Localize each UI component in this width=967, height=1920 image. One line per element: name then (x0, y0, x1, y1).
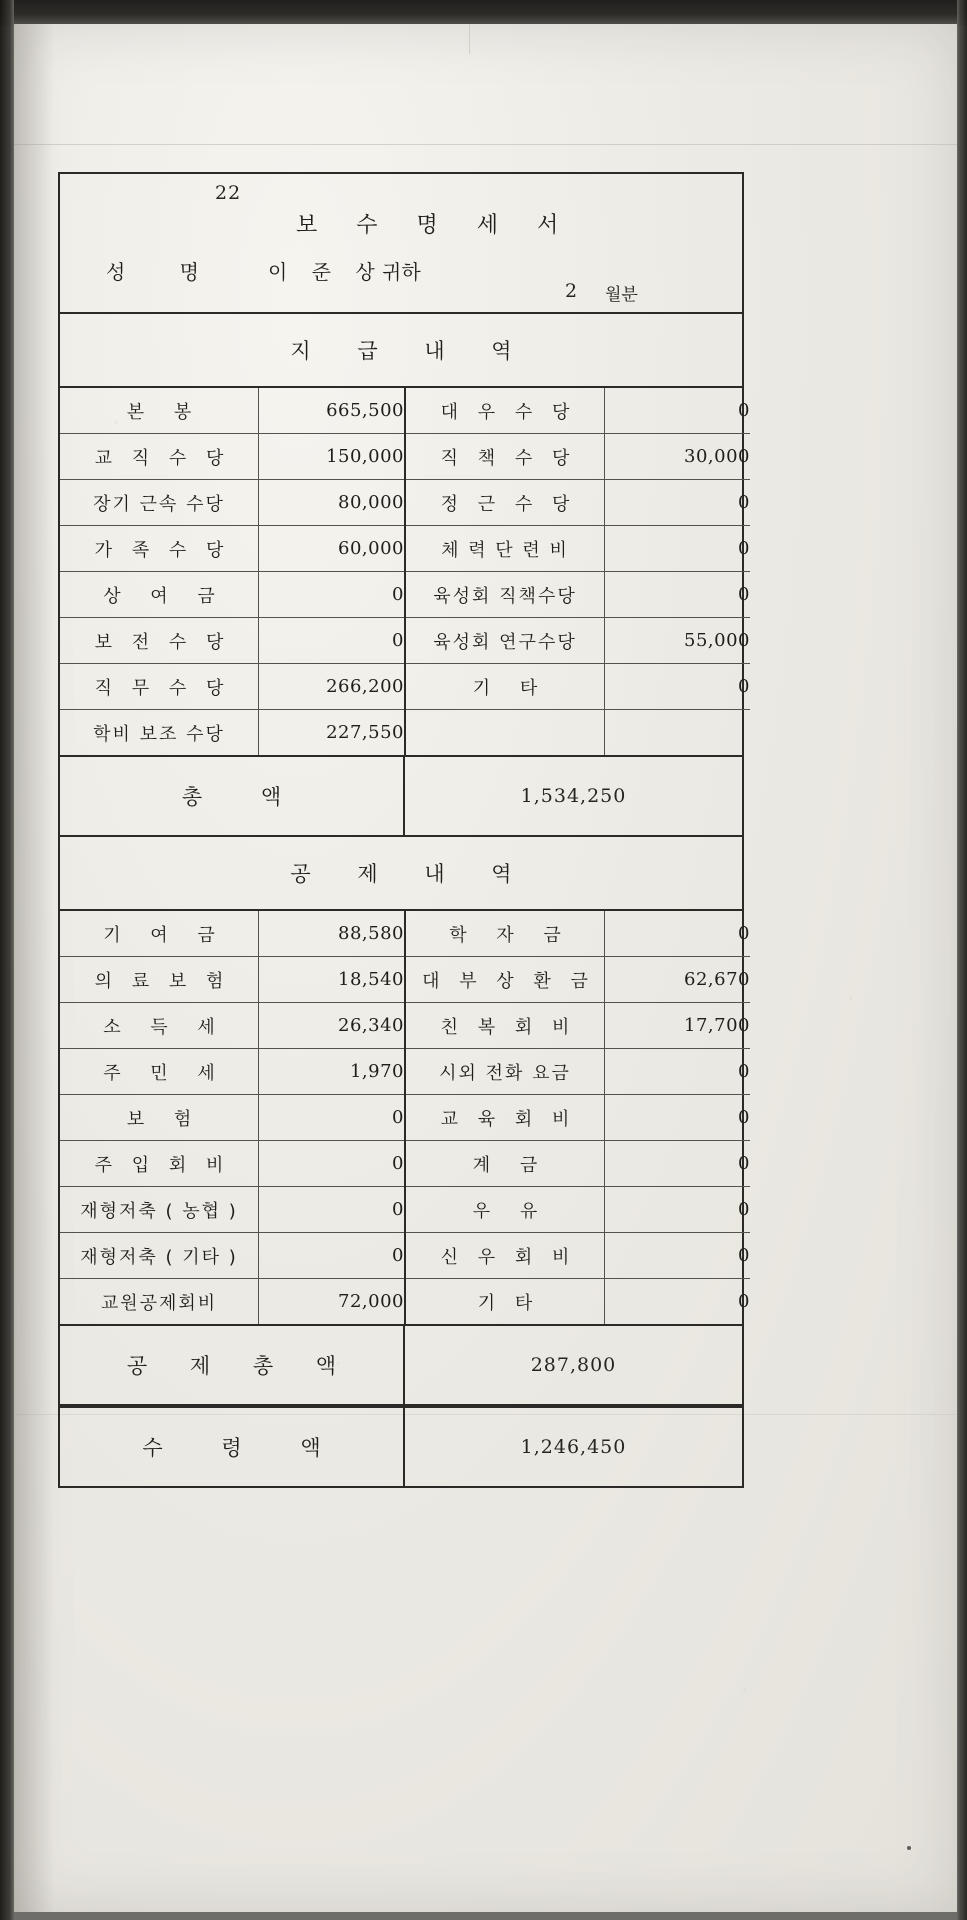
scan-edge-top (0, 0, 967, 26)
table-row (60, 526, 750, 572)
deduction-right-amount-1: 62,670 (605, 957, 751, 1003)
deduction-left-amount-6: 0 (259, 1187, 406, 1233)
payment-left-amount-0: 665,500 (259, 388, 406, 434)
table-row (60, 911, 750, 957)
table-row (60, 572, 750, 618)
deduction-left-label-2: 소 득 세 (60, 1003, 259, 1049)
deduction-right-amount-8: 0 (738, 1291, 750, 1312)
payment-right-amount-2: 0 (605, 480, 751, 526)
deduction-left-amount-0: 88,580 (259, 911, 406, 957)
payment-right-amount-1: 30,000 (605, 434, 751, 480)
table-row (60, 1233, 750, 1279)
payment-total-label: 총 액 (60, 757, 405, 835)
page-speck (907, 1846, 911, 1850)
month-label: 월분 (605, 285, 638, 305)
deduction-left-amount-5: 0 (259, 1141, 406, 1187)
deduction-right-label-0: 학 자 금 (405, 911, 605, 957)
deduction-right-amount-3: 0 (605, 1049, 751, 1095)
payment-right-label-1: 직 책 수 당 (405, 434, 605, 480)
deduction-left-label-7: 재형저축 ( 기타 ) (60, 1233, 259, 1279)
deduction-left-amount-4: 0 (259, 1095, 406, 1141)
form-header (60, 174, 742, 314)
payment-right-label-6: 기 타 (405, 664, 605, 710)
payment-left-amount-1: 150,000 (259, 434, 406, 480)
deduction-right-label-2: 친 복 회 비 (405, 1003, 605, 1049)
table-row (60, 1141, 750, 1187)
table-row (60, 480, 750, 526)
payment-left-label-3: 가 족 수 당 (60, 526, 259, 572)
payment-left-label-2: 장기 근속 수당 (60, 480, 259, 526)
deduction-right-amount-0: 0 (605, 911, 751, 957)
deduction-right-amount-2: 17,700 (605, 1003, 751, 1049)
payment-total-value: 1,534,250 (520, 785, 627, 807)
deduction-right-label-3: 시외 전화 요금 (405, 1049, 605, 1095)
deduction-table (60, 911, 750, 1324)
deduction-left-amount-8: 72,000 (259, 1279, 406, 1325)
deduction-left-label-4: 보 험 (60, 1095, 259, 1141)
payment-right-label-5: 육성회 연구수당 (405, 618, 605, 664)
deduction-section-heading: 공 제 내 역 (60, 837, 742, 911)
payment-total-row (60, 755, 742, 837)
deduction-right-label-7: 신 우 회 비 (405, 1233, 605, 1279)
deduction-right-label-1: 대 부 상 환 금 (405, 957, 605, 1003)
deduction-right-label-5: 계 금 (405, 1141, 605, 1187)
payment-right-label-4: 육성회 직책수당 (405, 572, 605, 618)
net-pay-value: 1,246,450 (520, 1436, 627, 1458)
deduction-right-label-8: 기 타 (405, 1279, 605, 1325)
table-row (60, 388, 750, 434)
table-row (60, 1003, 750, 1049)
payment-right-amount-0: 0 (605, 388, 751, 434)
payment-left-amount-5: 0 (259, 618, 406, 664)
deduction-right-label-4: 교 육 회 비 (405, 1095, 605, 1141)
deduction-right-amount-4: 0 (605, 1095, 751, 1141)
payment-table (60, 388, 750, 755)
table-row (60, 1279, 750, 1325)
deduction-left-amount-7: 0 (259, 1233, 406, 1279)
deduction-left-label-6: 재형저축 ( 농협 ) (60, 1187, 259, 1233)
deduction-right-amount-7: 0 (605, 1233, 751, 1279)
deduction-left-label-1: 의 료 보 험 (60, 957, 259, 1003)
table-row (60, 710, 750, 756)
payment-section-heading: 지 급 내 역 (60, 314, 742, 388)
table-row (60, 434, 750, 480)
document-page (14, 24, 957, 1912)
payment-left-amount-6: 266,200 (259, 664, 406, 710)
deduction-total-row (60, 1324, 742, 1406)
payment-right-amount-5: 55,000 (605, 618, 751, 664)
document-number: 22 (215, 182, 242, 204)
name-honorific: 귀하 (382, 260, 421, 284)
deduction-left-amount-3: 1,970 (259, 1049, 406, 1095)
payment-left-label-4: 상 여 금 (60, 572, 259, 618)
net-pay-row (60, 1406, 742, 1486)
payment-right-amount-4: 0 (605, 572, 751, 618)
deduction-left-label-0: 기 여 금 (60, 911, 259, 957)
payment-left-label-0: 본 봉 (60, 388, 259, 434)
payment-left-amount-3: 60,000 (259, 526, 406, 572)
payment-right-label-7 (405, 710, 605, 756)
payment-left-label-5: 보 전 수 당 (60, 618, 259, 664)
month-number: 2 (565, 280, 578, 302)
table-row (60, 618, 750, 664)
payment-right-amount-3: 0 (605, 526, 751, 572)
payment-left-amount-2: 80,000 (259, 480, 406, 526)
table-row (60, 1095, 750, 1141)
deduction-left-amount-1: 18,540 (259, 957, 406, 1003)
payroll-statement-form (58, 172, 750, 1488)
table-row (60, 1187, 750, 1233)
payment-left-label-6: 직 무 수 당 (60, 664, 259, 710)
employee-name: 이 준 상 (268, 260, 384, 284)
payment-left-amount-7: 227,550 (259, 710, 406, 756)
scan-edge-left (0, 0, 14, 1920)
table-row (60, 1049, 750, 1095)
page-title: 보 수 명 세 서 (296, 213, 575, 238)
deduction-left-label-8: 교원공제회비 (60, 1279, 259, 1325)
deduction-right-amount-6: 0 (605, 1187, 751, 1233)
payment-right-label-2: 정 근 수 당 (405, 480, 605, 526)
payment-left-amount-4: 0 (259, 572, 406, 618)
payment-right-amount-7 (605, 710, 751, 756)
deduction-right-amount-5: 0 (605, 1141, 751, 1187)
table-row (60, 664, 750, 710)
deduction-right-label-6: 우 유 (405, 1187, 605, 1233)
net-pay-label: 수 령 액 (60, 1408, 405, 1486)
deduction-left-label-3: 주 민 세 (60, 1049, 259, 1095)
payment-right-label-0: 대 우 수 당 (405, 388, 605, 434)
table-row (60, 957, 750, 1003)
payment-right-amount-6: 0 (605, 664, 751, 710)
deduction-left-amount-2: 26,340 (259, 1003, 406, 1049)
name-label: 성 명 (106, 260, 223, 284)
payment-right-label-3: 체 력 단 련 비 (405, 526, 605, 572)
deduction-left-label-5: 주 입 회 비 (60, 1141, 259, 1187)
payment-left-label-7: 학비 보조 수당 (60, 710, 259, 756)
deduction-total-label: 공 제 총 액 (60, 1326, 405, 1404)
scan-edge-right (957, 0, 967, 1920)
deduction-total-value: 287,800 (530, 1354, 617, 1376)
payment-left-label-1: 교 직 수 당 (60, 434, 259, 480)
